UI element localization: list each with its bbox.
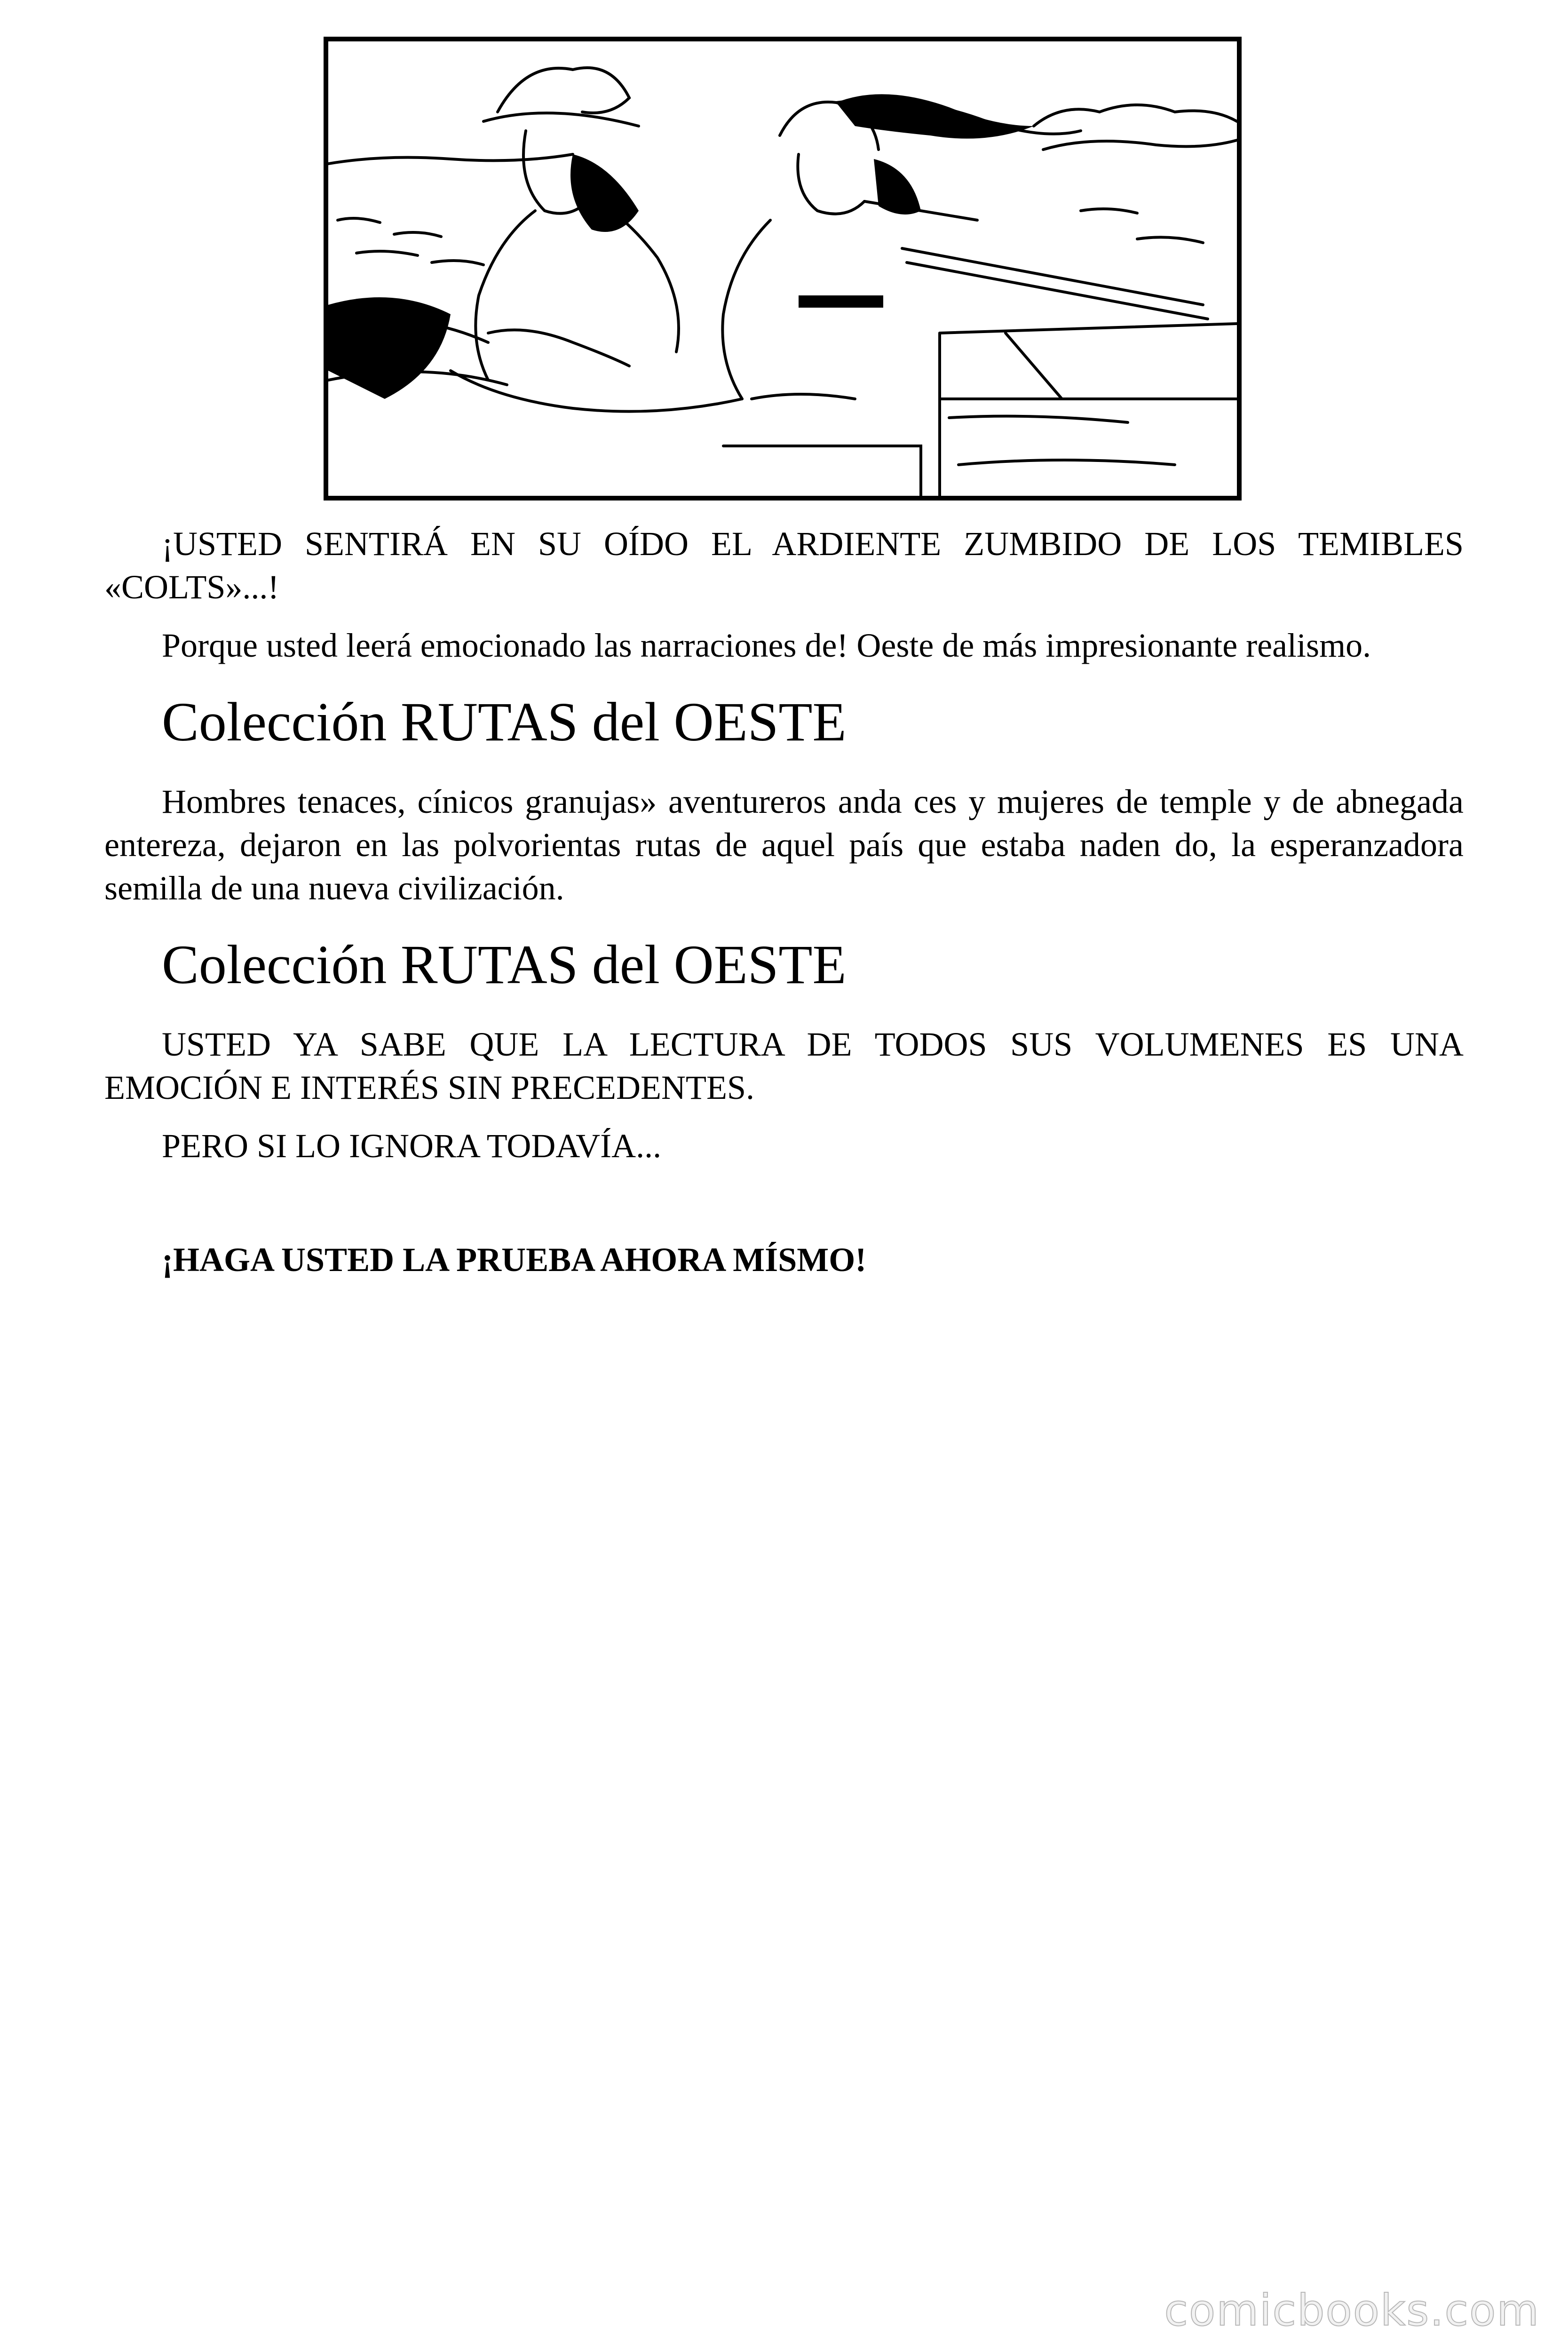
- collection-heading-2: Colección RUTAS del OESTE: [162, 934, 847, 995]
- western-illustration: [324, 37, 1242, 501]
- text-body: [104, 522, 1464, 1296]
- paragraph-call-to-action: ¡HAGA USTED LA PRUEBA AHORA MÍSMO!: [162, 1241, 867, 1279]
- watermark-logo: comicbooks.com: [1164, 2285, 1540, 2336]
- paragraph-intro: ¡USTED SENTIRÁ EN SU OÍDO EL ARDIENTE ZUMBIDO DE LOS TEMIBLES «COLTS»...!: [104, 525, 1464, 606]
- paragraph-volumes: USTED YA SABE QUE LA LECTURA DE TODOS SUS VOLUMENES ES UNA EMOCIÓN E INTERÉS SIN PRECEDENTES.: [104, 1025, 1464, 1106]
- paragraph-description: Hombres tenaces, cínicos granujas» aventureros anda ces y mujeres de temple y de abnegada entereza, dejaron en las polvorientas rutas de aquel país que estaba naden do, la esperanzadora semilla de una nueva civilización.: [104, 783, 1464, 907]
- collection-heading-1: Colección RUTAS del OESTE: [162, 691, 847, 753]
- paragraph-realism: Porque usted leerá emocionado las narraciones de! Oeste de más impresionante realismo.: [162, 627, 1371, 664]
- paragraph-ignore: PERO SI LO IGNORA TODAVÍA...: [162, 1127, 662, 1165]
